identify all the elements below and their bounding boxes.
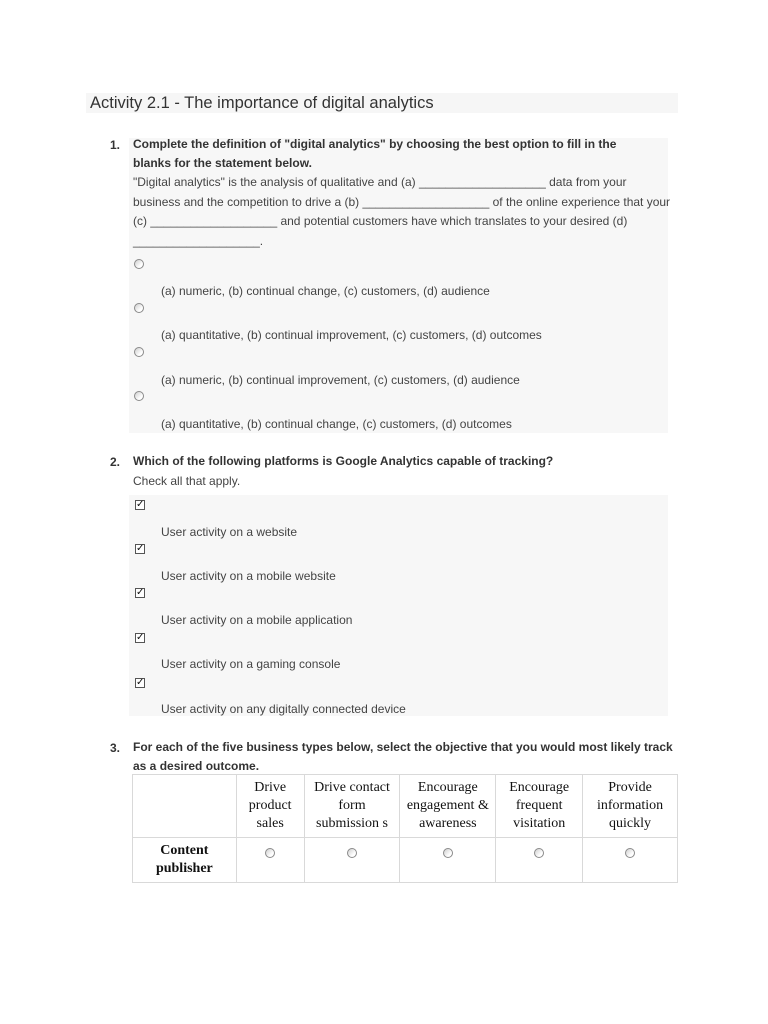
q2-option-1-checkbox[interactable]: ✓: [136, 499, 145, 510]
question-2-number: 2.: [110, 455, 121, 469]
grid-cell: [496, 838, 583, 883]
column-header-provide-information: Provide information quickly: [583, 775, 678, 838]
grid-header-row: [133, 775, 678, 838]
q1-option-4-label: (a) quantitative, (b) continual change, (c) customers, (d) outcomes: [161, 417, 512, 431]
content-publisher-provide-information-radio[interactable]: [625, 848, 635, 858]
q2-option-3-checkbox[interactable]: ✓: [136, 587, 145, 598]
column-header-drive-contact-form: Drive contact form submission s: [304, 775, 400, 838]
q1-option-4-radio[interactable]: [134, 391, 144, 401]
column-header-encourage-frequent-visitation: Encourage frequent visitation: [496, 775, 583, 838]
objective-grid: [132, 774, 678, 883]
grid-cell: [304, 838, 400, 883]
q2-option-5-checkbox[interactable]: ✓: [136, 677, 145, 688]
question-1-prompt: Complete the definition of "digital analytics" by choosing the best option to fill in the blanks for the statement below.: [133, 137, 617, 170]
column-header-encourage-engagement: Encourage engagement & awareness: [400, 775, 496, 838]
question-1-number: 1.: [110, 138, 121, 152]
q2-option-5-label: User activity on any digitally connected device: [161, 702, 406, 716]
q2-option-2-label: User activity on a mobile website: [161, 569, 336, 583]
question-3-number: 3.: [110, 741, 121, 755]
q2-option-2-checkbox[interactable]: ✓: [136, 543, 145, 554]
question-2-hint: Check all that apply.: [133, 474, 241, 488]
page-title: Activity 2.1 - The importance of digital analytics: [86, 93, 678, 113]
content-publisher-encourage-engagement-radio[interactable]: [443, 848, 453, 858]
q1-option-1-label: (a) numeric, (b) continual change, (c) customers, (d) audience: [161, 284, 490, 298]
q2-option-3-label: User activity on a mobile application: [161, 613, 353, 627]
grid-cell: [236, 838, 304, 883]
content-publisher-encourage-frequent-visitation-radio[interactable]: [534, 848, 544, 858]
question-1-statement: "Digital analytics" is the analysis of qualitative and (a) ___________________ data from your business and the competition to drive a (b) ___________________ of the online experience that your (c) ___________________ and potential customers have which translates to your desired (d) ___________________.: [133, 175, 671, 248]
q2-option-1-label: User activity on a website: [161, 525, 298, 539]
q1-option-1-radio[interactable]: [134, 259, 144, 269]
q1-option-3-label: (a) numeric, (b) continual improvement, (c) customers, (d) audience: [161, 373, 520, 387]
question-3-prompt: For each of the five business types below, select the objective that you would most likely track as a desired outcome.: [133, 740, 673, 773]
grid-cell: [400, 838, 496, 883]
q2-option-4-checkbox[interactable]: ✓: [136, 632, 145, 643]
content-publisher-drive-product-sales-radio[interactable]: [265, 848, 275, 858]
q1-option-2-radio[interactable]: [134, 303, 144, 313]
content-publisher-drive-contact-form-radio[interactable]: [347, 848, 357, 858]
grid-corner-cell: [133, 775, 237, 838]
column-header-drive-product-sales: Drive product sales: [236, 775, 304, 838]
q1-option-2-label: (a) quantitative, (b) continual improvement, (c) customers, (d) outcomes: [161, 328, 542, 342]
table-row: [133, 838, 678, 883]
grid-cell: [583, 838, 678, 883]
question-2-prompt: Which of the following platforms is Google Analytics capable of tracking?: [133, 454, 554, 468]
q1-option-3-radio[interactable]: [134, 347, 144, 357]
q2-option-4-label: User activity on a gaming console: [161, 657, 341, 671]
row-header-content-publisher: Content publisher: [133, 838, 237, 883]
